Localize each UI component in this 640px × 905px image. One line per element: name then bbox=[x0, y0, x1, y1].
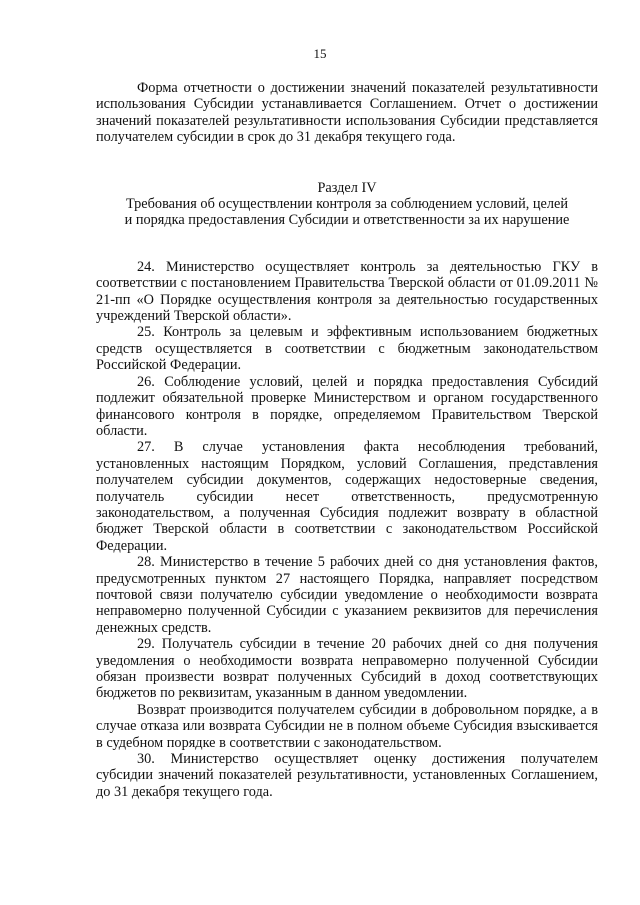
paragraph-28: 28. Министерство в течение 5 рабочих дней со дня установления фактов, предусмотренных пунктом 27 настоящего Порядка, направляет посредством почтовой связи получателю субсидии уведомление о необходимости возврата неправомерно полученной Субсидии с указанием реквизитов для перечисления денежных средств. bbox=[96, 554, 598, 636]
paragraph-30: 30. Министерство осуществляет оценку достижения получателем субсидии значений показателей результативности, установленных Соглашением, до 31 декабря текущего года. bbox=[96, 751, 598, 800]
document-body bbox=[96, 80, 598, 800]
section-title-line-1: Требования об осуществлении контроля за соблюдением условий, целей bbox=[125, 196, 569, 213]
paragraph-29: 29. Получатель субсидии в течение 20 рабочих дней со дня получения уведомления о необходимости возврата неправомерно полученной Субсидии обязан произвести возврат полученных Субсидий в доход соответствующих бюджетов по реквизитам, указанным в данном уведомлении. bbox=[96, 636, 598, 702]
intro-paragraph: Форма отчетности о достижении значений показателей результативности использования Субсидии устанавливается Соглашением. Отчет о достижении значений показателей результативности использования Субсидии представляется получателем субсидии в срок до 31 декабря текущего года. bbox=[96, 80, 598, 146]
section-heading: Раздел IV bbox=[317, 179, 377, 196]
paragraph-27: 27. В случае установления факта несоблюдения требований, установленных настоящим Порядком, условий Соглашения, представления получателем субсидии документов, содержащих недостоверные сведения, получатель субсидии несет ответственность, предусмотренную законодательством, а полученная Субсидия подлежит возврату в областной бюджет Тверской области в соответствии с законодательством Российской Федерации. bbox=[96, 439, 598, 554]
paragraph-26: 26. Соблюдение условий, целей и порядка предоставления Субсидий подлежит обязательной проверке Министерством и органом государственного финансового контроля в порядке, определяемом Правительством Тверской области. bbox=[96, 373, 598, 439]
page-number: 15 bbox=[313, 46, 327, 61]
section-gap bbox=[96, 229, 598, 259]
section-title-line-2: и порядка предоставления Субсидии и ответственности за их нарушение bbox=[124, 212, 570, 229]
paragraph-24: 24. Министерство осуществляет контроль за деятельностью ГКУ в соответствии с постановлением Правительства Тверской области от 01.09.2011 № 21-пп «О Порядке осуществления контроля за деятельностью государственных учреждений Тверской области». bbox=[96, 258, 598, 325]
paragraph-29-refund: Возврат производится получателем субсидии в добровольном порядке, а в случае отказа или возврата Субсидии не в полном объеме Субсидия взыскивается в судебном порядке в соответствии с законодательством. bbox=[96, 701, 598, 751]
paragraph-25: 25. Контроль за целевым и эффективным использованием бюджетных средств осуществляется в соответствии с бюджетным законодательством Российской Федерации. bbox=[96, 324, 598, 374]
